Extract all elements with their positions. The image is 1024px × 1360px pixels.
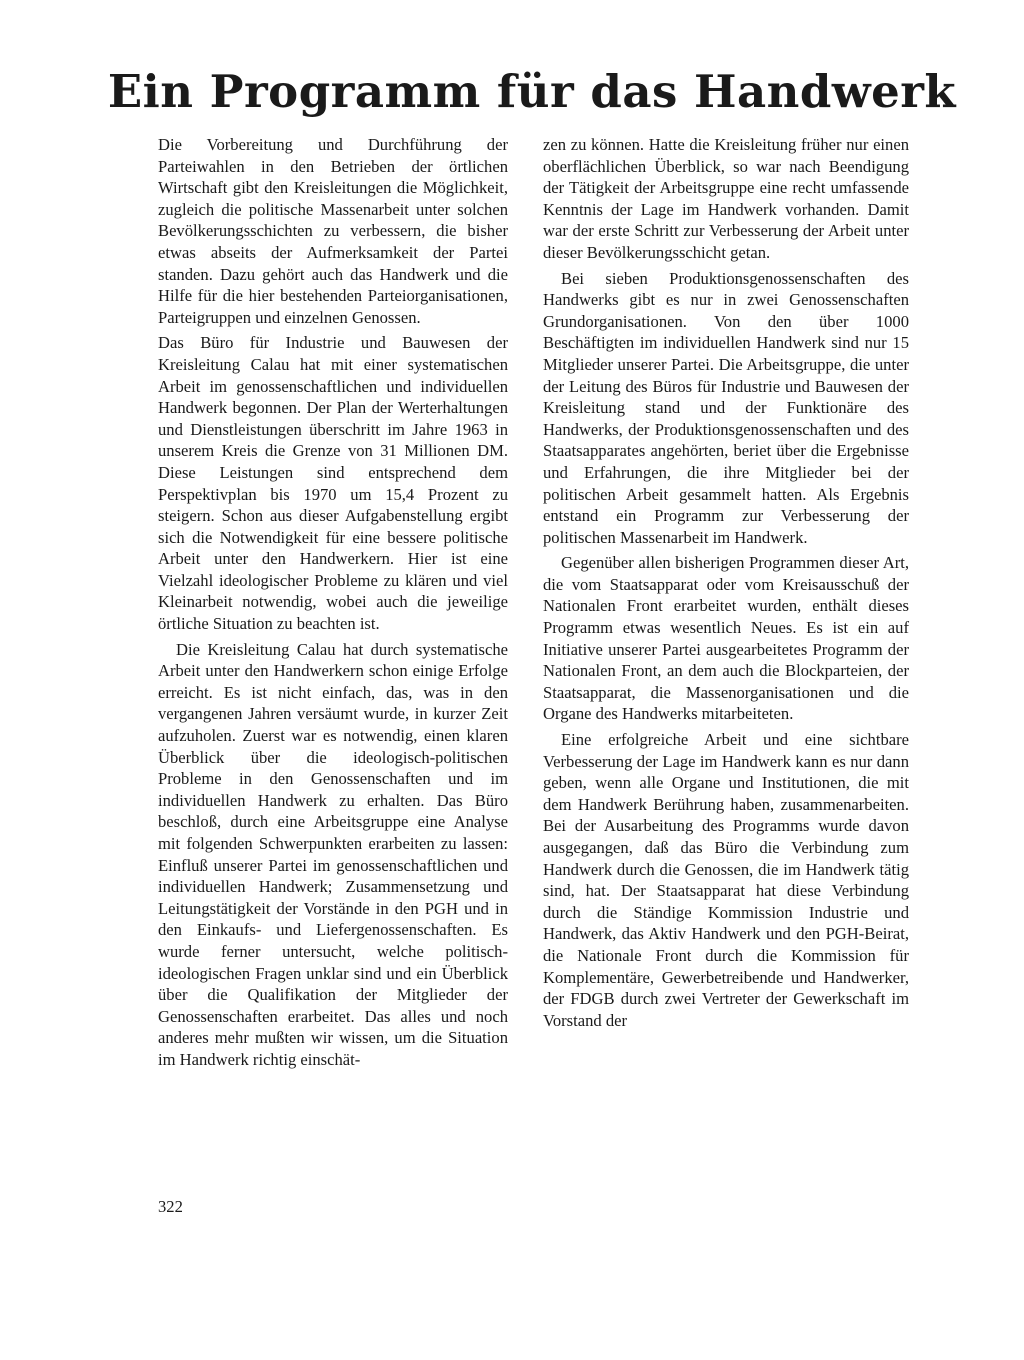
paragraph: Gegenüber allen bisherigen Programmen dieser Art, die vom Staatsapparat oder vom Kreisausschuß der Nationalen Front erarbeitet wurden, enthält dieses Programm etwas wesentlich Neues. Es ist ein auf Initiative unserer Partei ausgearbeitetes Programm der Nationalen Front, an dem auch die Blockparteien, der Staatsapparat, die Massenorganisationen und die Organe des Handwerks mitarbeiteten. (543, 553, 909, 724)
article-title: Ein Programm für das Handwerk (107, 65, 957, 118)
page-number: 322 (158, 1197, 183, 1216)
paragraph: Die Vorbereitung und Durchführung der Parteiwahlen in den Betrieben der örtlichen Wirtschaft gibt den Kreisleitungen die Möglichkeit, zugleich die politische Massenarbeit unter solchen Bevölkerungsschichten zu verbessern, die bisher etwas abseits der Aufmerksamkeit der Partei standen. Dazu gehört auch das Handwerk und die Hilfe für die hier bestehenden Parteiorganisationen, Parteigruppen und einzelnen Genossen. (158, 135, 508, 327)
paragraph: Das Büro für Industrie und Bauwesen der Kreisleitung Calau hat mit einer systematischen Arbeit im genossenschaftlichen und individuellen Handwerk begonnen. Der Plan der Werterhaltungen und Dienstleistungen überschritt im Jahre 1963 in unserem Kreis die Grenze von 31 Millionen DM. Diese Leistungen sind entsprechend dem Perspektivplan bis 1970 um 15,4 Prozent zu steigern. Schon aus dieser Aufgabenstellung ergibt sich die Notwendigkeit für eine bessere politische Arbeit unter den Handwerkern. Hier ist eine Vielzahl ideologischer Probleme zu klären und viel Kleinarbeit notwendig, wobei auch die jeweilige örtliche Situation zu beachten ist. (158, 333, 508, 634)
paragraph: Die Kreisleitung Calau hat durch systematische Arbeit unter den Handwerkern schon einige Erfolge erreicht. Es ist nicht einfach, das, was in den vergangenen Jahren versäumt wurde, in kurzer Zeit aufzuholen. Zuerst war es notwendig, einen klaren Überblick über die ideologisch-politischen Probleme in den Genossenschaften und im individuellen Handwerk zu erhalten. Das Büro beschloß, durch eine Arbeitsgruppe eine Analyse mit folgenden Schwerpunkten erarbeiten zu lassen: Einfluß unserer Partei im genossenschaftlichen und individuellen Handwerk; Zusammensetzung und Leitungstätigkeit der Vorstände in den PGH und in den Einkaufs- und Liefergenossenschaften. Es wurde ferner untersucht, welche politisch-ideologischen Fragen unklar sind und ein Überblick über die Qualifikation der Mitglieder der Genossenschaften erarbeitet. Das alles und noch anderes mehr mußten wir wissen, um die Situation im Handwerk richtig einschät- (158, 639, 508, 1069)
paragraph: Bei sieben Produktionsgenossenschaften des Handwerks gibt es nur in zwei Genossenschaften Grundorganisationen. Von den über 1000 Beschäftigten im individuellen Handwerk sind nur 15 Mitglieder unserer Partei. Die Arbeitsgruppe, die unter der Leitung des Büros für Industrie und Bauwesen der Kreisleitung stand und der Funktionäre des Handwerks, der Produktionsgenossenschaften und des Staatsapparates angehörten, beriet über die Ergebnisse und Erfahrungen, die ihre Mitglieder bei der politischen Arbeit gesammelt hatten. Als Ergebnis entstand ein Programm zur Verbesserung der politischen Massenarbeit im Handwerk. (543, 268, 909, 547)
paragraph: zen zu können. Hatte die Kreisleitung früher nur einen oberflächlichen Überblick, so war nach Beendigung der Tätigkeit der Arbeitsgruppe eine recht umfassende Kenntnis der Lage im Handwerk vorhanden. Damit war der erste Schritt zur Verbesserung der Arbeit unter dieser Bevölkerungsschicht getan. (543, 135, 909, 262)
left-column (158, 134, 508, 1075)
paragraph: Eine erfolgreiche Arbeit und eine sichtbare Verbesserung der Lage im Handwerk kann es nur dann geben, wenn alle Organe und Institutionen, die mit dem Handwerk Berührung haben, zusammenarbeiten. Bei der Ausarbeitung des Programms wurde davon ausgegangen, daß das Büro die Verbindung zum Handwerk durch die Genossen, die im Handwerk tätig sind, hat. Der Staatsapparat hat diese Verbindung durch die Ständige Kommission Industrie und Handwerk, das Aktiv Handwerk und den PGH-Beirat, die Nationale Front durch die Kommission für Komplementäre, Gewerbetreibende und Handwerker, der FDGB durch zwei Vertreter der Gewerkschaft im Vorstand der (543, 730, 909, 1030)
right-column (543, 134, 909, 1035)
